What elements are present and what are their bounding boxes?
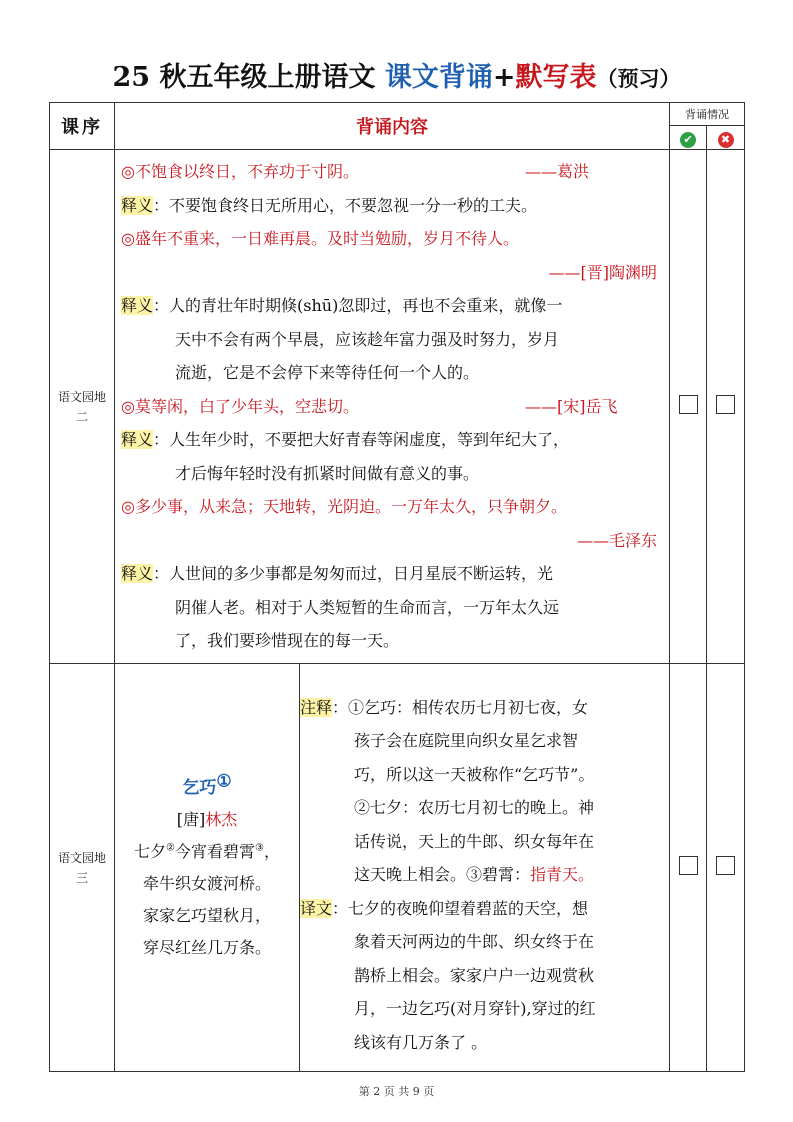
- title-plus: +: [492, 62, 516, 93]
- meaning-line: 天中不会有两个早晨，应该趁年富力强及时努力，岁月: [175, 329, 560, 349]
- quote-author: ——[晋]陶渊明: [548, 262, 657, 282]
- status-ok-cell: [670, 664, 707, 1072]
- check-circle-icon: ✔: [680, 132, 696, 148]
- status-ok-cell: [670, 126, 707, 150]
- note-line: 注释：①乞巧：相传农历七月初七夜，女: [300, 697, 589, 717]
- status-no-cell: [707, 126, 745, 150]
- note-label: 注释: [300, 697, 333, 717]
- poem-line: 牵牛织女渡河桥。: [142, 873, 271, 893]
- meaning-line: 才后悔年轻时没有抓紧时间做有意义的事。: [175, 463, 480, 483]
- status-no-cell: [707, 664, 745, 1072]
- meaning-line: 释义：不要饱食终日无所用心，不要忽视一分一秒的工夫。: [121, 195, 538, 215]
- note-line: ②七夕：农历七月初七的晚上。神: [354, 798, 595, 818]
- section-content: [115, 150, 670, 664]
- recitation-table: [49, 102, 745, 1072]
- title-recite: 课文背诵: [384, 62, 493, 93]
- recited-checkbox[interactable]: [679, 395, 698, 414]
- lesson-label: 语文园地三: [50, 664, 115, 1072]
- cross-circle-icon: ✖: [718, 132, 734, 148]
- meaning-line: 了，我们要珍惜现在的每一天。: [175, 631, 400, 651]
- poem-block: [115, 664, 300, 1072]
- meaning-line: 阴催人老。相对于人类短暂的生命而言，一万年太久远: [175, 597, 560, 617]
- quote-line: ◎莫等闲，白了少年头，空悲切。 ——[宋]岳飞: [121, 396, 618, 416]
- title-main: 25 秋五年级上册语文: [112, 62, 376, 93]
- header-status: 背诵情况: [670, 103, 745, 126]
- title-dictation: 默写表: [515, 62, 597, 93]
- note-line: 巧，所以这一天被称作“乞巧节”。: [354, 764, 595, 784]
- quote-line: ◎不饱食以终日，不弃功于寸阴。 ——葛洪: [121, 162, 590, 182]
- translation-line: 象着天河两边的牛郎、织女终于在: [354, 932, 595, 952]
- note-line: 这天晚上相会。③碧霄：指青天。: [354, 865, 595, 885]
- quote-author: ——毛泽东: [576, 530, 657, 550]
- meaning-line: 释义：人世间的多少事都是匆匆而过，日月星辰不断运转，光: [121, 564, 554, 584]
- translation-line: 月，一边乞巧(对月穿针),穿过的红: [354, 999, 596, 1019]
- translation-line: 鹊桥上相会。家家户户一边观赏秋: [354, 965, 595, 985]
- page-number: 第 2 页 共 9 页: [358, 1085, 435, 1098]
- lesson-label: 语文园地二: [50, 150, 115, 664]
- poem-line: 穿尽红丝几万条。: [142, 937, 271, 957]
- translation-label: 译文: [300, 898, 333, 918]
- title-suffix: （预习）: [596, 66, 681, 91]
- meaning-label: 释义: [121, 430, 154, 450]
- quote-line: ◎盛年不重来，一日难再晨。及时当勉励，岁月不待人。: [121, 229, 519, 249]
- status-no-cell: [707, 150, 745, 664]
- meaning-label: 释义: [121, 564, 154, 584]
- poem-title: 乞巧①: [182, 771, 232, 798]
- meaning-label: 释义: [121, 296, 154, 316]
- quote-line: ◎多少事，从来急；天地转，光阴迫。一万年太久，只争朝夕。: [121, 497, 567, 517]
- note-line: 话传说，天上的牛郎、织女每年在: [354, 831, 595, 851]
- not-recited-checkbox[interactable]: [716, 395, 735, 414]
- header-content: 背诵内容: [115, 103, 670, 150]
- not-recited-checkbox[interactable]: [716, 856, 735, 875]
- note-line: 孩子会在庭院里向织女星乞求智: [354, 731, 579, 751]
- header-lesson: 课序: [50, 103, 115, 150]
- status-ok-cell: [670, 150, 707, 664]
- poem-line: 七夕②今宵看碧霄③，: [134, 841, 280, 861]
- notes-block: [300, 664, 670, 1072]
- page-title: [0, 58, 793, 99]
- meaning-line: 释义：人生年少时，不要把大好青春等闲虚度，等到年纪大了，: [121, 430, 570, 450]
- translation-line: 线该有几万条了 。: [354, 1032, 488, 1052]
- meaning-line: 释义：人的青壮年时期倏(shū)忽即过，再也不会重来，就像一: [121, 296, 563, 316]
- meaning-line: 流逝，它是不会停下来等待任何一个人的。: [175, 363, 480, 383]
- poem-author: [唐]林杰: [176, 809, 238, 829]
- meaning-label: 释义: [121, 195, 154, 215]
- poem-line: 家家乞巧望秋月，: [142, 905, 271, 925]
- translation-line: 译文：七夕的夜晚仰望着碧蓝的天空，想: [300, 898, 589, 918]
- recited-checkbox[interactable]: [679, 856, 698, 875]
